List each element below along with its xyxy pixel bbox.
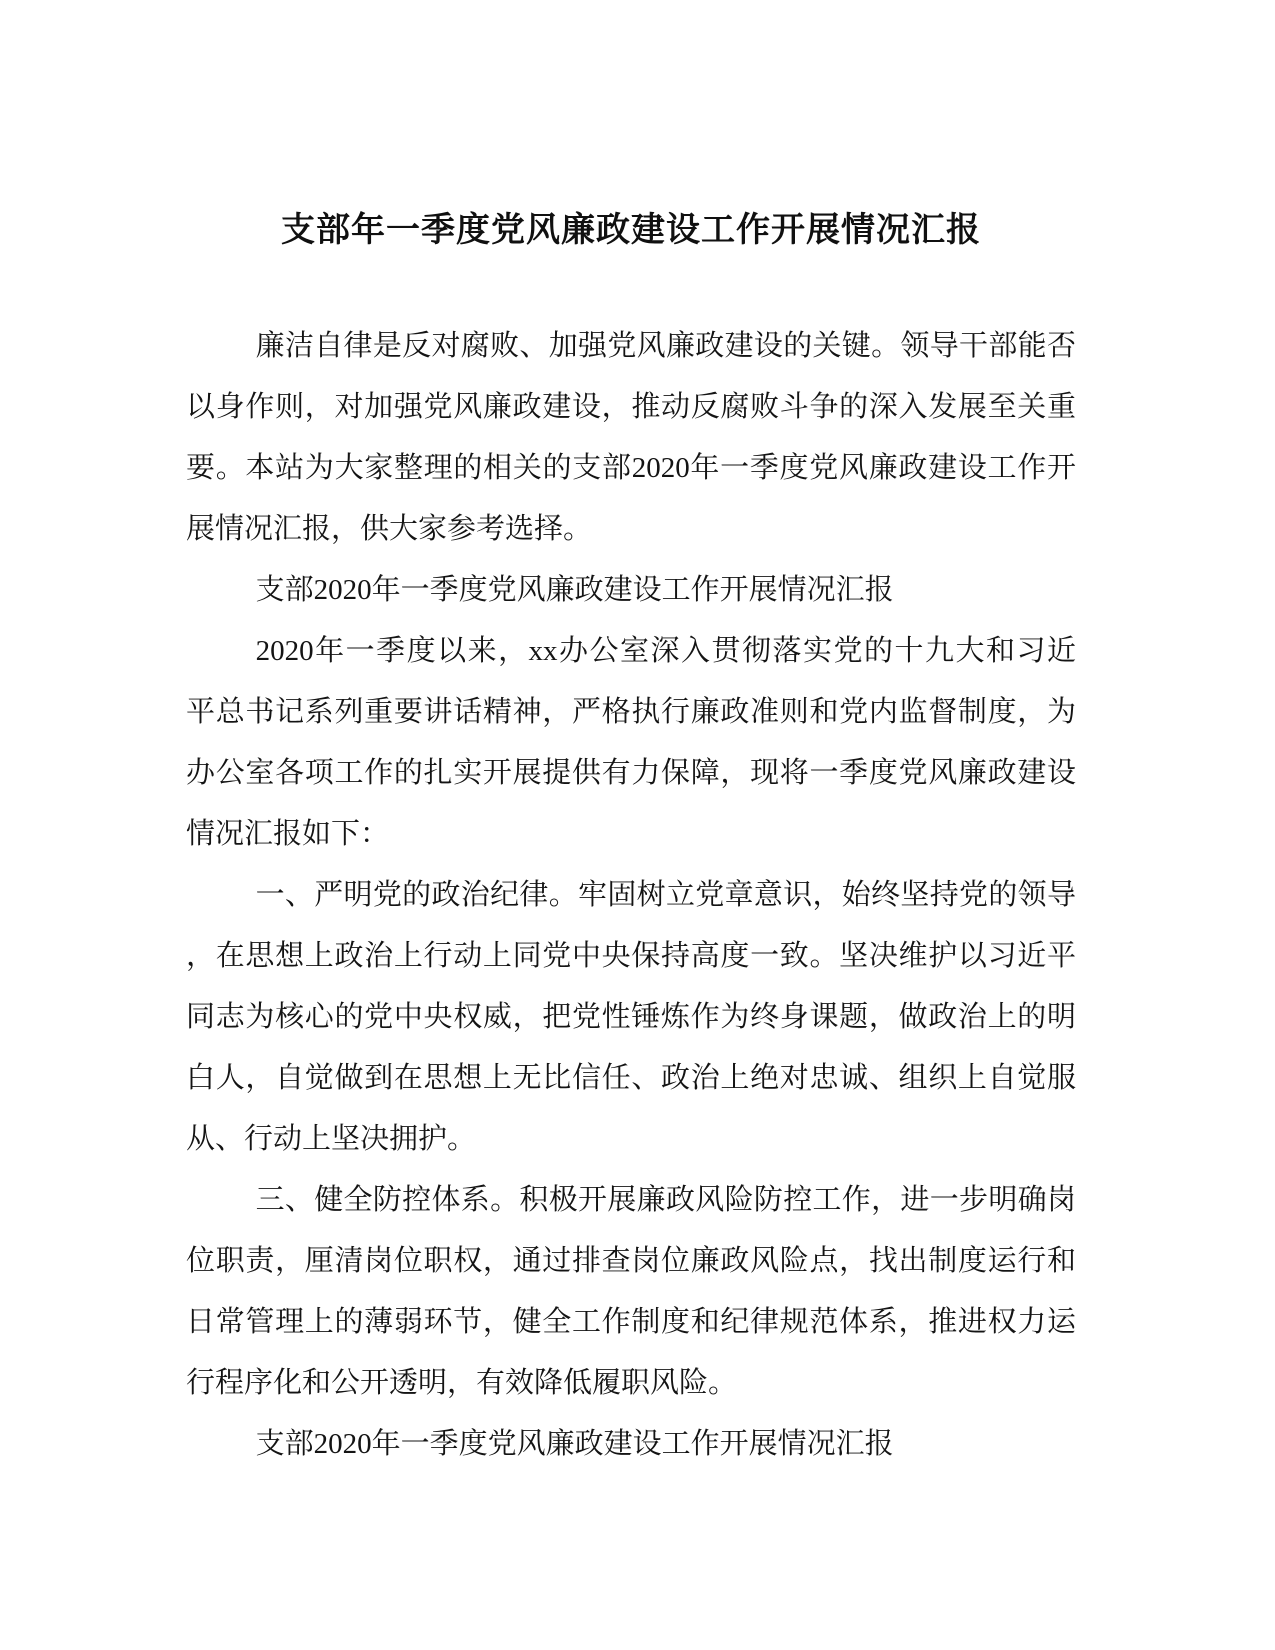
body-line: 2020年一季度以来，xx办公室深入贯彻落实党的十九大和习近 (255, 635, 1076, 667)
body-line: 要。本站为大家整理的相关的支部2020年一季度党风廉政建设工作开 (186, 452, 1076, 484)
body-line: 白人，自觉做到在思想上无比信任、政治上绝对忠诚、组织上自觉服 (186, 1062, 1076, 1094)
body-line: 以身作则，对加强党风廉政建设，推动反腐败斗争的深入发展至关重 (186, 391, 1076, 423)
body-line: 同志为核心的党中央权威，把党性锤炼作为终身课题，做政治上的明 (186, 1001, 1076, 1033)
body-line: 廉洁自律是反对腐败、加强党风廉政建设的关键。领导干部能否 (255, 330, 1076, 362)
body-line: 办公室各项工作的扎实开展提供有力保障，现将一季度党风廉政建设 (186, 757, 1076, 789)
body-line: 三、健全防控体系。积极开展廉政风险防控工作，进一步明确岗 (255, 1184, 1076, 1216)
body-line: 位职责，厘清岗位职权，通过排查岗位廉政风险点，找出制度运行和 (186, 1245, 1076, 1277)
body-line: 日常管理上的薄弱环节，健全工作制度和纪律规范体系，推进权力运 (186, 1306, 1076, 1338)
body-line: ，在思想上政治上行动上同党中央保持高度一致。坚决维护以习近平 (186, 940, 1076, 972)
document-content (186, 206, 1076, 1475)
body-line: 行程序化和公开透明，有效降低履职风险。 (186, 1367, 738, 1399)
document-title: 支部年一季度党风廉政建设工作开展情况汇报 (281, 211, 981, 249)
section-heading-line: 支部2020年一季度党风廉政建设工作开展情况汇报 (255, 1428, 894, 1460)
body-line: 展情况汇报，供大家参考选择。 (186, 513, 593, 545)
body-line: 情况汇报如下： (186, 818, 390, 850)
body-line: 平总书记系列重要讲话精神，严格执行廉政准则和党内监督制度，为 (186, 696, 1076, 728)
section-heading-line: 支部2020年一季度党风廉政建设工作开展情况汇报 (255, 574, 894, 606)
body-line: 从、行动上坚决拥护。 (186, 1123, 477, 1155)
body-line: 一、严明党的政治纪律。牢固树立党章意识，始终坚持党的领导 (255, 879, 1076, 911)
